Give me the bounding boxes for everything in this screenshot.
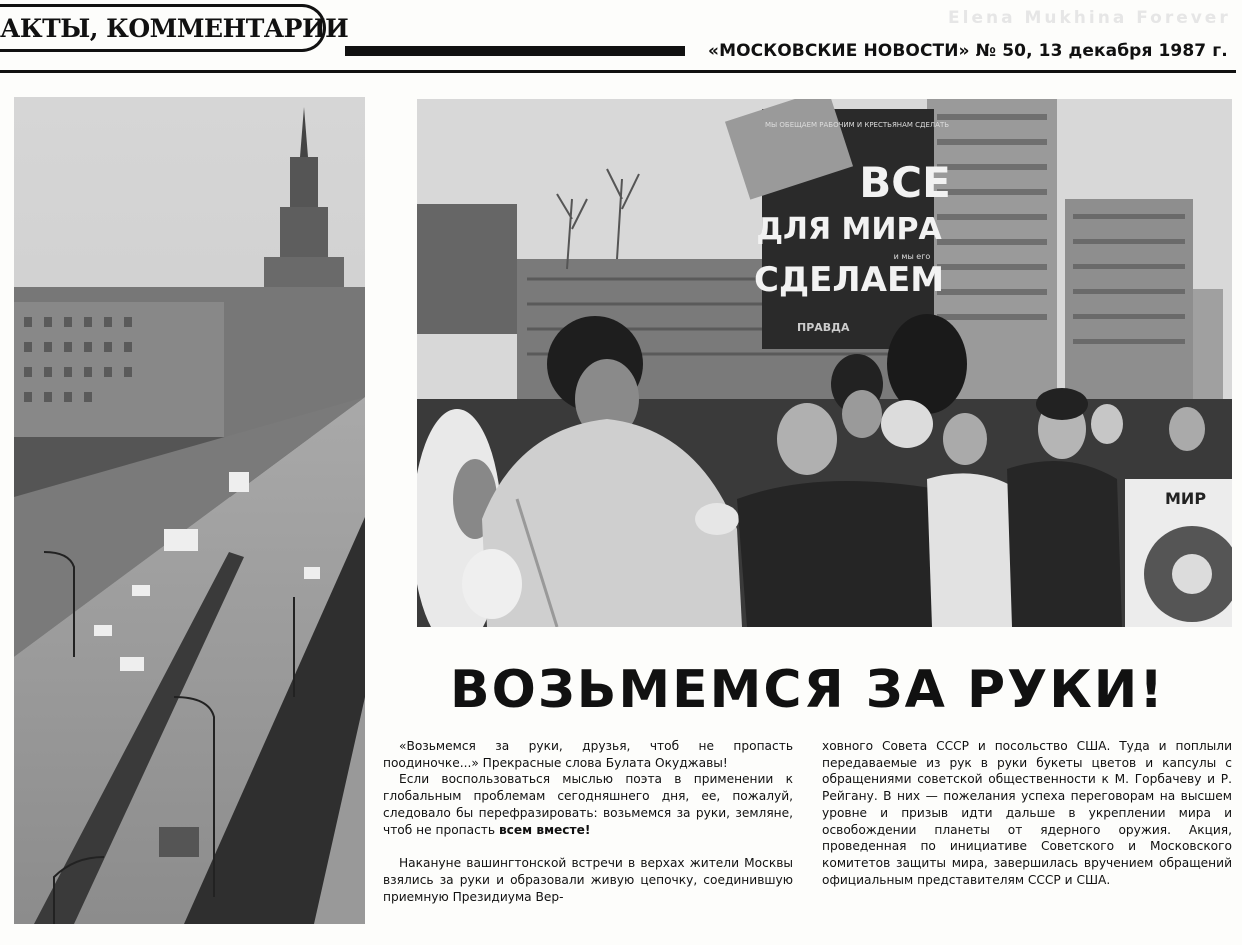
sign-line-1: ВСЕ — [859, 158, 951, 207]
sign-small-text-2: и мы его — [893, 252, 931, 261]
paragraph-1: «Возьмемся за руки, друзья, чтоб не пропасть поодиночке...» Прекрасные слова Булата Окуджавы! — [383, 739, 793, 770]
rally-photo — [417, 99, 1232, 627]
sign-bottom-text: ПРАВДА — [797, 321, 850, 334]
watermark: Elena Mukhina Forever — [948, 8, 1231, 28]
paragraph-2-bold: всем вместе! — [498, 822, 591, 837]
paragraph-4: ховного Совета СССР и посольство США. Туда и поплыли передаваемые из рук в руки букеты цветов и капсулы с обращениями советской общественности к М. Горбачеву и Р. Рейгану. В них — пожелания успеха переговорам на высшем уровне и призыв идти дальше в укреплении мира и освобождении планеты от ядерного оружия. Акция, проведенная по инициативе Советского и Московского комитетов защиты мира, завершилась вручением обращений официальным представителям СССР и США. — [822, 739, 1232, 887]
paragraph-2 — [383, 771, 793, 838]
sign-small-text: МЫ ОБЕЩАЕМ РАБОЧИМ И КРЕСТЬЯНАМ СДЕЛАТЬ — [764, 121, 950, 129]
header-bar — [345, 46, 685, 56]
header-rule — [0, 70, 1236, 73]
paragraph-2-text: Если воспользоваться мыслью поэта в применении к глобальным проблемам сегодняшнего дня, ее, пожалуй, следовало бы перефразировать: возьмемся за руки, земляне, чтоб не пропасть — [383, 772, 793, 837]
article-column-2 — [822, 738, 1232, 888]
street-photo — [14, 97, 365, 924]
rally-photo-image — [417, 99, 1232, 627]
masthead: «МОСКОВСКИЕ НОВОСТИ» № 50, 13 декабря 1987 г. — [708, 41, 1228, 61]
sign-line-3: СДЕЛАЕМ — [753, 260, 945, 300]
section-label: АКТЫ, КОММЕНТАРИИ — [0, 14, 349, 43]
headline: ВОЗЬМЕМСЯ ЗА РУКИ! — [450, 660, 1165, 720]
street-photo-image — [14, 97, 365, 924]
banner-text: МИР — [1165, 489, 1207, 508]
article-column-1 — [383, 738, 793, 905]
sign-line-2: ДЛЯ МИРА — [756, 212, 942, 247]
paragraph-3: Накануне вашингтонской встречи в верхах жители Москвы взялись за руки и образовали живую цепочку, соединившую приемную Президиума Вер- — [383, 856, 793, 904]
